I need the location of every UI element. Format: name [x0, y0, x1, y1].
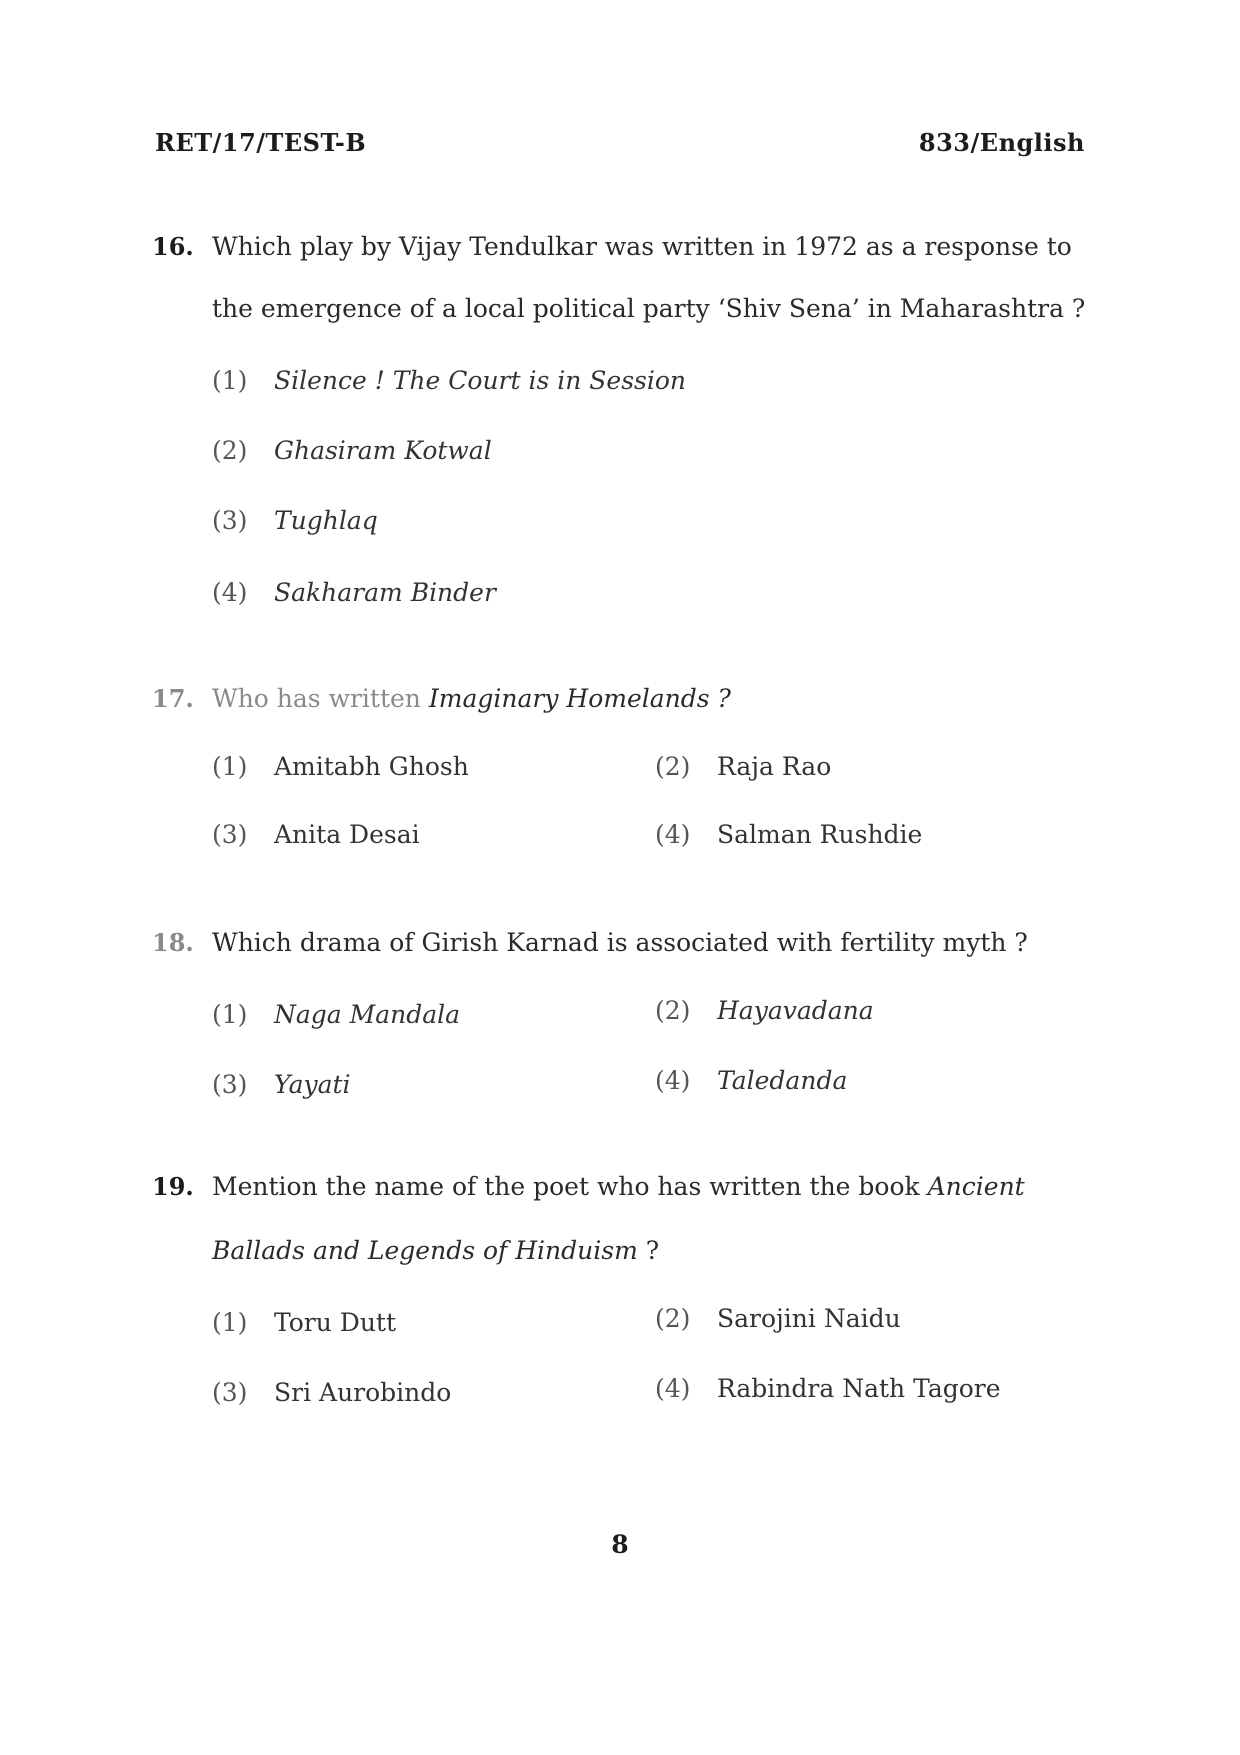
option-text: Hayavadana [717, 996, 874, 1025]
option-4 [655, 820, 922, 849]
option-text: Sri Aurobindo [274, 1378, 452, 1407]
option-3 [212, 506, 378, 535]
question-text-line2 [212, 1236, 1092, 1265]
header-subject-code: 833/English [918, 128, 1085, 157]
option-text: Raja Rao [717, 752, 832, 781]
option-number: (3) [212, 506, 248, 535]
question-text-plain: Mention the name of the poet who has written the book [212, 1172, 920, 1201]
question-text-title-end: Ballads and Legends of Hinduism [212, 1236, 638, 1265]
option-number: (4) [655, 1066, 691, 1095]
option-number: (3) [212, 1070, 248, 1099]
option-number: (3) [212, 1378, 248, 1407]
option-text: Naga Mandala [274, 1000, 461, 1029]
option-2 [212, 436, 492, 465]
option-text: Tughlaq [274, 506, 378, 535]
option-text: Amitabh Ghosh [274, 752, 469, 781]
option-number: (4) [655, 1374, 691, 1403]
page-number: 8 [611, 1530, 629, 1559]
option-1 [212, 1308, 396, 1337]
question-text-tail: ? [637, 1236, 660, 1265]
question-text-title-start: Ancient [927, 1172, 1025, 1201]
option-text: Anita Desai [274, 820, 420, 849]
option-text: Silence ! The Court is in Session [274, 366, 687, 395]
option-3 [212, 1070, 351, 1099]
option-text: Ghasiram Kotwal [274, 436, 492, 465]
option-number: (3) [212, 820, 248, 849]
option-text: Rabindra Nath Tagore [717, 1374, 1001, 1403]
option-number: (2) [655, 1304, 691, 1333]
question-text [212, 684, 1092, 713]
option-number: (1) [212, 1308, 248, 1337]
option-4 [212, 578, 496, 607]
option-number: (2) [212, 436, 248, 465]
header-test-code: RET/17/TEST-B [155, 128, 367, 157]
question-text-line1: Which play by Vijay Tendulkar was written in 1972 as a response to [212, 232, 1072, 261]
option-1 [212, 1000, 460, 1029]
question-number: 17. [152, 684, 194, 713]
question-text-line2: the emergence of a local political party ‘Shiv Sena’ in Maharashtra ? [212, 294, 1086, 323]
option-4 [655, 1374, 1001, 1403]
option-text: Salman Rushdie [717, 820, 923, 849]
option-text: Yayati [274, 1070, 351, 1099]
question-text: Which drama of Girish Karnad is associated with fertility myth ? [212, 928, 1028, 957]
option-text: Sakharam Binder [274, 578, 496, 607]
question-text-plain: Who has written [212, 684, 421, 713]
question-number: 19. [152, 1172, 194, 1201]
question-number: 16. [152, 232, 194, 261]
option-2 [655, 752, 831, 781]
option-number: (1) [212, 366, 248, 395]
option-number: (4) [212, 578, 248, 607]
option-1 [212, 752, 469, 781]
option-number: (2) [655, 752, 691, 781]
question-number: 18. [152, 928, 194, 957]
option-number: (1) [212, 1000, 248, 1029]
option-3 [212, 820, 420, 849]
option-4 [655, 1066, 847, 1095]
option-number: (2) [655, 996, 691, 1025]
option-number: (1) [212, 752, 248, 781]
option-3 [212, 1378, 451, 1407]
option-text: Taledanda [717, 1066, 848, 1095]
option-1 [212, 366, 686, 395]
option-2 [655, 1304, 901, 1333]
option-text: Toru Dutt [274, 1308, 397, 1337]
option-2 [655, 996, 874, 1025]
question-text-title: Imaginary Homelands ? [428, 684, 731, 713]
option-text: Sarojini Naidu [717, 1304, 901, 1333]
question-text-line1 [212, 1172, 1092, 1201]
option-number: (4) [655, 820, 691, 849]
